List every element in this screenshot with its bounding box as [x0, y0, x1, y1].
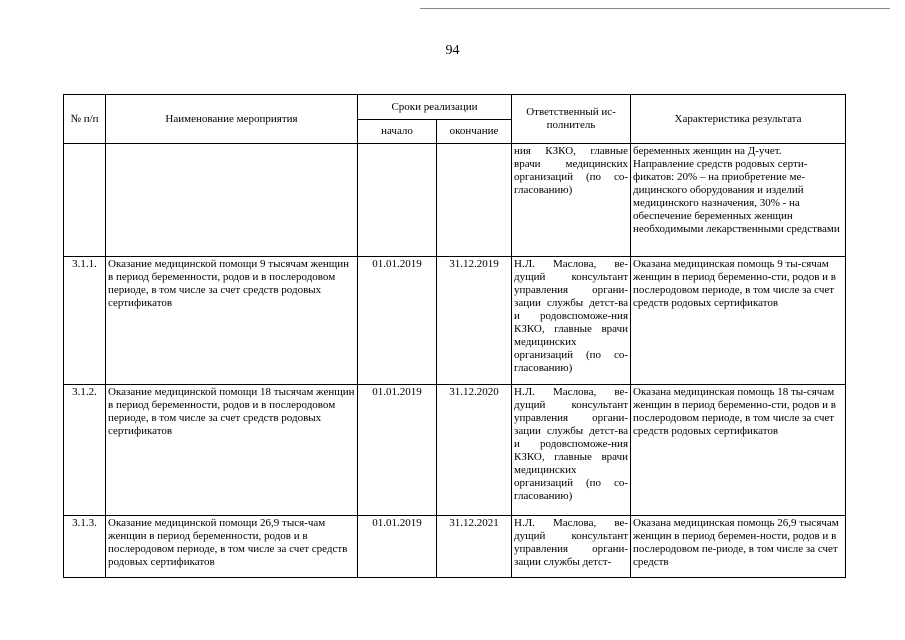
- header-result: Характеристика результата: [631, 95, 846, 144]
- cell-end: 31.12.2019: [437, 257, 512, 385]
- header-name: Наименование мероприятия: [106, 95, 358, 144]
- table-row-continuation: [64, 144, 846, 257]
- cell-result: беременных женщин на Д-учет. Направление средств родовых серти-фикатов: 20% – на приобретение ме-дицинского оборудования и изделий медицинского назначения, 30% - на обеспечение беременных женщин необходимыми лекарственными средствами: [631, 144, 846, 257]
- top-rule: [420, 8, 890, 9]
- table-row: [64, 516, 846, 578]
- cell-name: Оказание медицинской помощи 26,9 тыся-чам женщин в период беременности, родов и в послеродовом периоде, в том числе за счет средств родовых сертификатов: [106, 516, 358, 578]
- cell-start: 01.01.2019: [358, 257, 437, 385]
- cell-result: Оказана медицинская помощь 9 ты-сячам женщин в период беременно-сти, родов и в послеродовом периоде, в том числе за счет средств родовых сертификатов: [631, 257, 846, 385]
- cell-name: Оказание медицинской помощи 18 тысячам женщин в период беременности, родов и в послеродовом периоде, в том числе за счет средств родовых сертификатов: [106, 385, 358, 516]
- cell-end: [437, 144, 512, 257]
- table-row: [64, 385, 846, 516]
- cell-responsible: Н.Л. Маслова, ве-дущий консультант управления органи-зации службы детст-ва и родовспоможе-ния КЗКО, главные врачи медицинских организаций (по со-гласованию): [512, 385, 631, 516]
- cell-name: [106, 144, 358, 257]
- cell-responsible: ния КЗКО, главные врачи медицинских организаций (по со-гласованию): [512, 144, 631, 257]
- cell-responsible: Н.Л. Маслова, ве-дущий консультант управления органи-зации службы детст-ва и родовспоможе-ния КЗКО, главные врачи медицинских организаций (по со-гласованию): [512, 257, 631, 385]
- cell-responsible: Н.Л. Маслова, ве-дущий консультант управления органи-зации службы детст-: [512, 516, 631, 578]
- cell-result: Оказана медицинская помощь 26,9 тысячам женщин в период беремен-ности, родов и в послеродовом пе-риоде, в том числе за счет средств: [631, 516, 846, 578]
- cell-start: 01.01.2019: [358, 516, 437, 578]
- cell-result: Оказана медицинская помощь 18 ты-сячам женщин в период беременно-сти, родов и в послеродовом периоде, в том числе за счет средств родовых сертификатов: [631, 385, 846, 516]
- cell-num: [64, 144, 106, 257]
- table-row: [64, 257, 846, 385]
- cell-end: 31.12.2021: [437, 516, 512, 578]
- page-number: 94: [445, 43, 460, 58]
- cell-num: 3.1.1.: [64, 257, 106, 385]
- header-start: начало: [358, 120, 437, 144]
- cell-num: 3.1.2.: [64, 385, 106, 516]
- header-responsible: Ответственный ис-полнитель: [512, 95, 631, 144]
- cell-end: 31.12.2020: [437, 385, 512, 516]
- header-terms: Сроки реализации: [358, 95, 512, 120]
- cell-start: [358, 144, 437, 257]
- header-end: окончание: [437, 120, 512, 144]
- cell-start: 01.01.2019: [358, 385, 437, 516]
- cell-num: 3.1.3.: [64, 516, 106, 578]
- cell-name: Оказание медицинской помощи 9 тысячам женщин в период беременности, родов и в послеродовом периоде, в том числе за счет средств родовых сертификатов: [106, 257, 358, 385]
- header-num: № п/п: [64, 95, 106, 144]
- measures-table: [63, 94, 846, 578]
